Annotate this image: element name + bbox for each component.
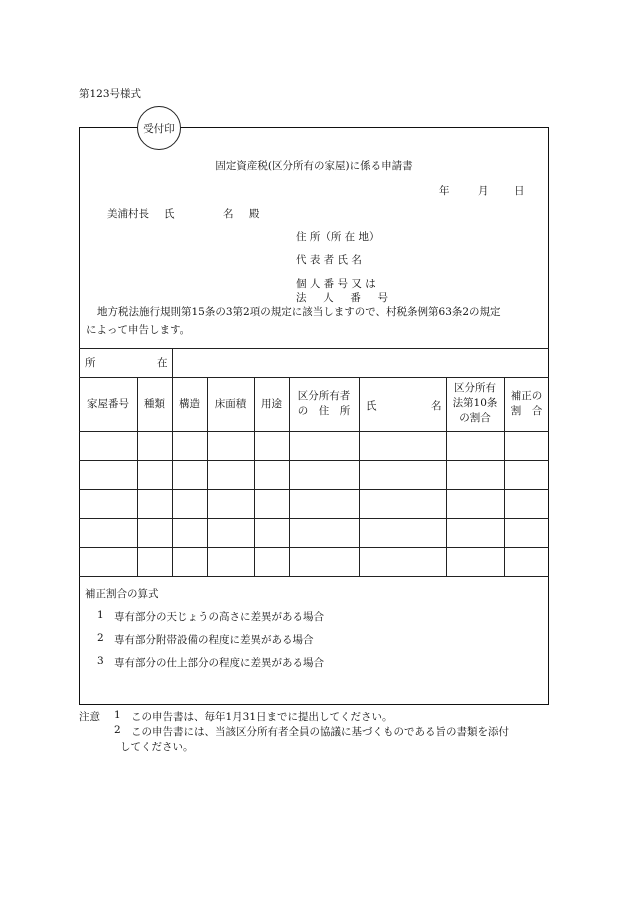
date-year: 年 — [439, 185, 450, 197]
header-owner-address-2: の 住 所 — [297, 405, 351, 417]
header-type: 種類 — [144, 398, 165, 410]
addressee-na: 名 — [223, 208, 234, 220]
header-ratio-1: 区分所有 — [454, 382, 496, 394]
notes-label: 注意 — [79, 711, 100, 723]
header-correction-2: 割 合 — [510, 405, 543, 417]
applicant-number-label-2 — [296, 290, 388, 305]
table-rule — [79, 348, 549, 349]
note-text: この申告書は、毎年1月31日までに提出してください。 — [131, 711, 393, 723]
applicant-number-char: 人 — [323, 292, 334, 304]
statement-line-1: 地方税法施行規則第15条の3第2項の規定に該当しますので、村税条例第63条2の規定 — [97, 306, 501, 318]
note-text: この申告書には、当該区分所有者全員の協議に基づくものである旨の書類を添付 — [131, 726, 509, 738]
addressee-dono: 殿 — [249, 208, 260, 220]
applicant-number-label-1: 個 人 番 号 又 は — [296, 278, 376, 290]
reception-stamp-label: 受付印 — [143, 122, 175, 135]
applicant-representative-label: 代 表 者 氏 名 — [296, 254, 362, 266]
applicant-number-char: 法 — [296, 292, 307, 304]
applicant-address-label: 住 所（所 在 地） — [296, 231, 380, 243]
applicant-number-char: 号 — [377, 292, 388, 304]
note-text-continued: してください。 — [120, 741, 194, 753]
formula-heading: 補正割合の算式 — [85, 588, 159, 600]
addressee-title: 美浦村長 — [107, 208, 149, 220]
table-rule — [79, 576, 549, 577]
formula-item-text: 専有部分の天じょうの高さに差異がある場合 — [114, 611, 324, 623]
table-rule — [79, 518, 549, 519]
header-floor-area: 床面積 — [214, 398, 247, 410]
formula-item-number: 2 — [97, 632, 104, 644]
location-label-right: 在 — [157, 357, 168, 369]
header-ratio-2: 法第10条 — [452, 397, 498, 409]
header-ratio-3: の割合 — [459, 412, 491, 424]
formula-item-number: 3 — [97, 655, 104, 667]
table-rule — [79, 377, 549, 378]
date-month: 月 — [478, 185, 489, 197]
formula-item-text: 専有部分の仕上部分の程度に差異がある場合 — [114, 657, 324, 669]
header-owner-address-1: 区分所有者 — [297, 390, 351, 402]
form-number: 第123号様式 — [79, 88, 142, 100]
table-rule — [79, 460, 549, 461]
table-column-rule — [172, 348, 173, 377]
document-title: 固定資産税(区分所有の家屋)に係る申請書 — [215, 160, 413, 172]
header-structure: 構造 — [179, 398, 200, 410]
header-name-left: 氏 — [366, 400, 377, 412]
header-house-number: 家屋番号 — [87, 398, 129, 410]
reception-stamp — [137, 106, 181, 150]
header-correction-1: 補正の — [510, 390, 543, 402]
note-number: 2 — [114, 724, 121, 736]
date-day: 日 — [514, 185, 525, 197]
statement-line-2: によって申告します。 — [86, 324, 191, 336]
table-rule — [79, 547, 549, 548]
applicant-number-char: 番 — [350, 292, 361, 304]
header-use: 用途 — [261, 398, 282, 410]
addressee-shi: 氏 — [164, 208, 175, 220]
formula-item-number: 1 — [97, 609, 104, 621]
table-rule — [79, 431, 549, 432]
location-label-left: 所 — [85, 357, 96, 369]
note-number: 1 — [114, 709, 121, 721]
formula-item-text: 専有部分附帯設備の程度に差異がある場合 — [114, 634, 314, 646]
table-column-rule — [359, 377, 360, 576]
table-rule — [79, 489, 549, 490]
header-name-right: 名 — [431, 400, 442, 412]
